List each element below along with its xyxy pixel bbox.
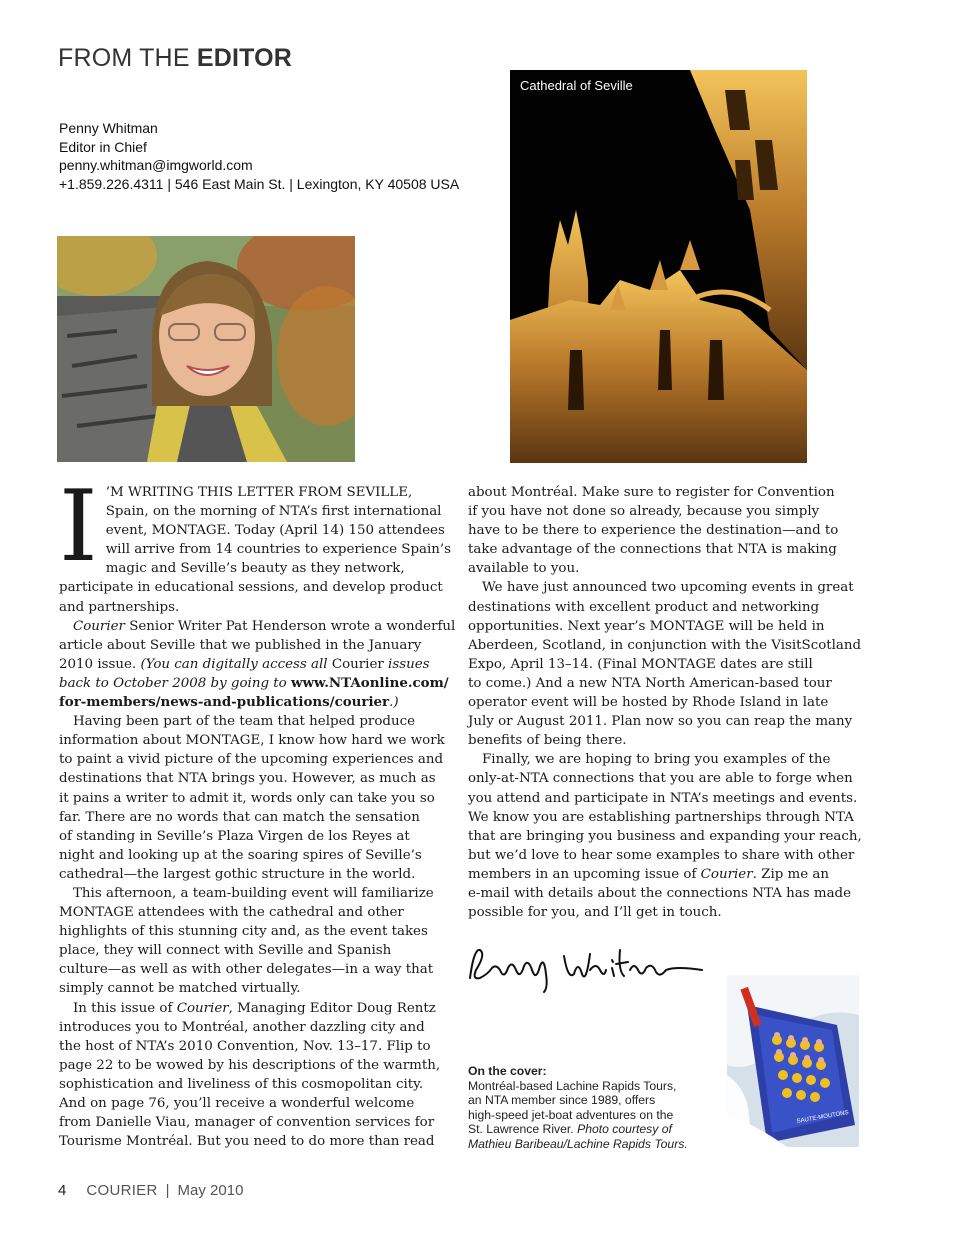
text-line: about Montréal. Make sure to register for Convention <box>468 485 835 500</box>
page-title <box>58 44 292 73</box>
text-line: We have just announced two upcoming events in great <box>482 580 854 596</box>
text-line: cathedral—the largest gothic structure in the world. <box>59 866 416 882</box>
text-line: event, MONTAGE. Today (April 14) 150 attendees <box>105 523 445 539</box>
url-link[interactable]: www.NTAonline.com/ <box>291 674 449 691</box>
text-line: night and looking up at the soaring spires of Seville’s <box>59 847 422 863</box>
article-paragraph <box>468 750 862 922</box>
title-light: FROM THE <box>58 44 190 72</box>
article-column-left <box>59 470 456 1151</box>
text-line: far. There are no words that can match the sensation <box>59 809 420 825</box>
article-paragraph <box>59 470 452 617</box>
text-line: operator event will be hosted by Rhode Island in late <box>468 695 829 711</box>
magazine-name: Courier <box>331 656 384 672</box>
text-line: ’M WRITING THIS LETTER FROM SEVILLE, <box>105 485 413 500</box>
article-paragraph <box>59 999 451 1152</box>
text-fragment: back to October 2008 by going to <box>59 675 291 691</box>
text-line: e-mail with details about the connections NTA has made <box>468 885 852 901</box>
issue-date: May 2010 <box>177 1182 244 1199</box>
text-line: MONTAGE attendees with the cathedral and other <box>59 905 404 921</box>
editor-address: +1.859.226.4311 | 546 East Main St. | Lexington, KY 40508 USA <box>59 175 460 192</box>
cathedral-photo <box>510 70 807 463</box>
text-line: from Danielle Viau, manager of convention services for <box>59 1115 435 1131</box>
text-line: you attend and participate in NTA’s meetings and events. <box>468 790 858 806</box>
text-fragment: (You can digitally access all <box>140 656 332 672</box>
title-bold: EDITOR <box>196 44 293 72</box>
text-line: And on page 76, you’ll receive a wonderful welcome <box>59 1096 415 1111</box>
text-line: take advantage of the connections that NTA is making <box>468 542 837 558</box>
text-line: possible for you, and I’ll get in touch. <box>468 905 722 921</box>
text-line: Spain, on the morning of NTA’s first international <box>105 504 442 520</box>
text-fragment: , Managing Editor Doug Rentz <box>228 1000 436 1016</box>
text-line: Having been part of the team that helped produce <box>73 714 415 730</box>
text-line: if you have not done so already, because you simply <box>468 504 820 520</box>
text-line: information about MONTAGE, I know how hard we work <box>59 733 445 749</box>
text-line: the host of NTA’s 2010 Convention, Nov. 13–17. Flip to <box>59 1038 431 1054</box>
text-fragment: Senior Writer Pat Henderson wrote a wonderful <box>124 618 456 634</box>
boat-hull-label: SAUTE-MOUTONS <box>796 1109 850 1125</box>
text-fragment: . Zip me an <box>752 866 830 882</box>
editor-role: Editor in Chief <box>59 138 147 155</box>
text-line: article about Seville that we published in the January <box>59 637 422 653</box>
photo-credit: Photo courtesy of <box>577 1122 672 1136</box>
footer-separator: | <box>165 1182 170 1199</box>
drop-cap: I <box>59 470 98 584</box>
article-paragraph <box>59 884 451 999</box>
url-link[interactable]: for-members/news-and-publications/courier <box>59 694 390 711</box>
text-line: opportunities. Next year’s MONTAGE will be held in <box>468 618 825 634</box>
text-line: it pains a writer to admit it, words only can take you so <box>59 790 435 806</box>
text-line: participate in educational sessions, and develop product <box>59 580 443 596</box>
text-line: Finally, we are hoping to bring you examples of the <box>482 752 831 768</box>
photo-credit: Mathieu Baribeau/Lachine Rapids Tours. <box>468 1136 688 1151</box>
text-line: Expo, April 13–14. (Final MONTAGE dates are still <box>468 656 813 672</box>
magazine-title: COURIER <box>86 1182 158 1199</box>
text-line: benefits of being there. <box>468 733 627 749</box>
text-line: have to be there to experience the destination—and to <box>468 523 839 539</box>
text-line: place, they will connect with Seville and Spanish <box>59 943 392 959</box>
text-line: We know you are establishing partnerships through NTA <box>468 809 854 825</box>
cover-caption <box>468 1064 718 1151</box>
magazine-name: Courier <box>700 866 753 882</box>
text-fragment: members in an upcoming issue of <box>468 866 701 882</box>
magazine-name: Courier <box>73 618 125 634</box>
article-paragraph <box>468 483 858 578</box>
text-line: that are bringing you business and expanding your reach, <box>468 828 862 844</box>
text-line: culture—as well as with other delegates—in a way that <box>59 962 434 978</box>
text-line: but we’d love to hear some examples to share with other <box>468 847 855 863</box>
text-line: magic and Seville’s beauty as they network, <box>105 561 405 577</box>
text-line: destinations that NTA brings you. However, as much as <box>59 771 436 787</box>
page-footer <box>58 1182 243 1199</box>
text-line: July or August 2011. Plan now so you can reap the many <box>468 714 853 730</box>
editor-signature <box>466 940 706 996</box>
text-line: will arrive from 14 countries to experience Spain’s <box>105 542 452 558</box>
article-paragraph <box>59 712 451 884</box>
text-line: only-at-NTA connections that you are able to forge when <box>468 771 853 787</box>
text-line: introduces you to Montréal, another dazzling city and <box>59 1019 425 1035</box>
text-line: This afternoon, a team-building event will familiarize <box>73 885 434 901</box>
cover-caption-line: high-speed jet-boat adventures on the <box>468 1107 674 1122</box>
cover-caption-line: an NTA member since 1989, offers <box>468 1093 656 1107</box>
cover-caption-heading: On the cover: <box>468 1064 547 1078</box>
editor-portrait-photo <box>57 236 355 462</box>
text-line: Aberdeen, Scotland, in conjunction with the VisitScotland <box>468 637 862 653</box>
text-line: to paint a vivid picture of the upcoming experiences and <box>59 752 444 768</box>
article-paragraph <box>468 578 862 750</box>
editor-name: Penny Whitman <box>59 120 158 136</box>
text-line: highlights of this stunning city and, as the event takes <box>59 924 428 940</box>
page-number: 4 <box>58 1182 67 1199</box>
text-fragment: issues <box>383 656 430 672</box>
text-line: simply cannot be matched virtually. <box>59 981 301 997</box>
cover-caption-line: Montréal-based Lachine Rapids Tours, <box>468 1078 677 1093</box>
text-line: available to you. <box>468 561 580 577</box>
text-line: sophistication and liveliness of this cosmopolitan city. <box>59 1076 424 1092</box>
cathedral-photo-caption: Cathedral of Seville <box>520 78 633 93</box>
magazine-name: Courier <box>176 1000 229 1016</box>
cover-caption-fragment: St. Lawrence River. <box>468 1122 578 1136</box>
jet-boat-photo <box>727 975 859 1147</box>
text-line: of standing in Seville’s Plaza Virgen de los Reyes at <box>59 828 410 844</box>
text-fragment: In this issue of <box>73 1000 177 1016</box>
text-line: Tourisme Montréal. But you need to do more than read <box>59 1134 435 1150</box>
text-fragment: 2010 issue. <box>59 656 141 672</box>
article-paragraph <box>59 617 456 712</box>
text-line: to come.) And a new NTA North American-based tour <box>468 675 832 691</box>
text-fragment: .) <box>389 695 399 711</box>
text-line: page 22 to be wowed by his descriptions of the warmth, <box>59 1057 441 1073</box>
editor-email: penny.whitman@imgworld.com <box>59 157 253 173</box>
editor-contact <box>59 119 459 193</box>
article-column-right <box>468 483 862 922</box>
text-line: destinations with excellent product and networking <box>468 599 820 615</box>
text-line: and partnerships. <box>59 599 180 615</box>
